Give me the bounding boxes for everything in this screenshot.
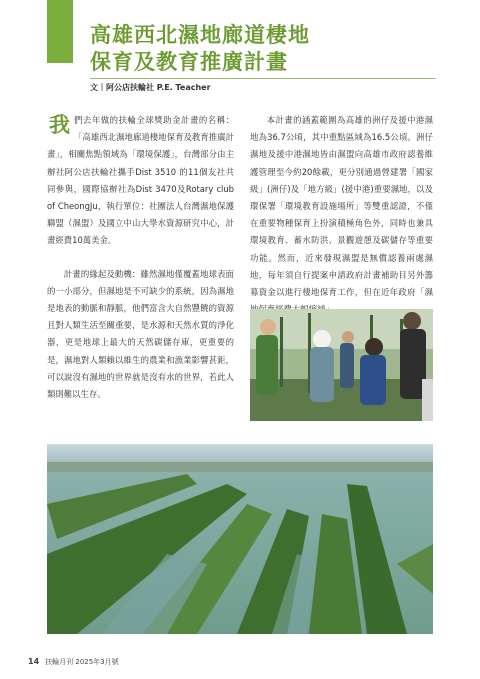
right-column — [250, 112, 433, 318]
paragraph-scope: 本計畫的涵蓋範圍為高雄的洲仔及援中港濕地為36.7公頃，其中重點區域為16.5公頃。洲仔濕地及援中港濕地皆由濕盟向高雄市政府認養維護管理至今約20餘載，更分別通過營建署「國家級」(洲仔)及「地方級」(援中港)重要濕地，以及環保署「環境教育設施場所」等雙重認證，不僅在重要物種保育上扮演積極角色外，同時也兼具環境教育、蓄水防洪、景觀遊憩及碳儲存等重要功能。然而，近來發現濕盟是無償認養兩處濕地，每年須自行提案申請政府計畫補助目另外籌募資金以進行棲地保育工作，但在近年政府「濕 — [250, 115, 433, 298]
left-column — [47, 112, 234, 403]
wetland-aerial-photo — [47, 444, 433, 634]
drop-cap: 我 — [49, 113, 70, 137]
volunteers-photo — [250, 309, 433, 421]
paragraph-motivation: 計畫的緣起及動機：雖然濕地僅覆蓋地球表面的一小部分，但濕地是不可缺少的系統，因為濕地是地表的動脈和靜脈，他們富含大自然豐饒的資源且對人類生活至關重要，是水源和天然水質的淨化器，更是地球上最大的天然碳儲存庫，更重要的是，濕地對人類賴以維生的農業和漁業影響甚鉅，可以說沒有濕地的世界就是沒有水的世界，若此人類則難以生存。 — [47, 268, 234, 400]
paragraph-intro-text: 們去年做的扶輪全球獎助金計畫的名稱：「高雄西北濕地廊道棲地保育及教育推廣計畫」，相關焦點領域為「環境保護」，台灣部分由主辦社阿公店扶輪社攜手Dist 3510 的11個友社共同參與，國際協辦社為Dist 3470及Rotary club of CheongJu，執行單位：社團法人台灣濕地保護聯盟（濕盟）及國立中山大學水資源研究中心，計畫經費10萬美金。 — [47, 115, 234, 246]
title-line-2: 保育及教育推廣計畫 — [90, 50, 288, 74]
wetland-aerial-illustration — [47, 444, 433, 634]
article-title — [90, 22, 310, 76]
byline: 文｜阿公店扶輪社 P.E. Teacher — [90, 83, 211, 92]
accent-bar — [47, 0, 73, 63]
paragraph-intro — [47, 112, 234, 250]
title-divider — [90, 78, 436, 79]
page-number: 14 — [28, 657, 40, 666]
volunteers-illustration — [250, 309, 433, 421]
title-line-1: 高雄西北濕地廊道棲地 — [90, 23, 310, 47]
magazine-issue: 扶輪月刊 2025年3月號 — [45, 658, 119, 666]
page-footer — [28, 657, 119, 667]
